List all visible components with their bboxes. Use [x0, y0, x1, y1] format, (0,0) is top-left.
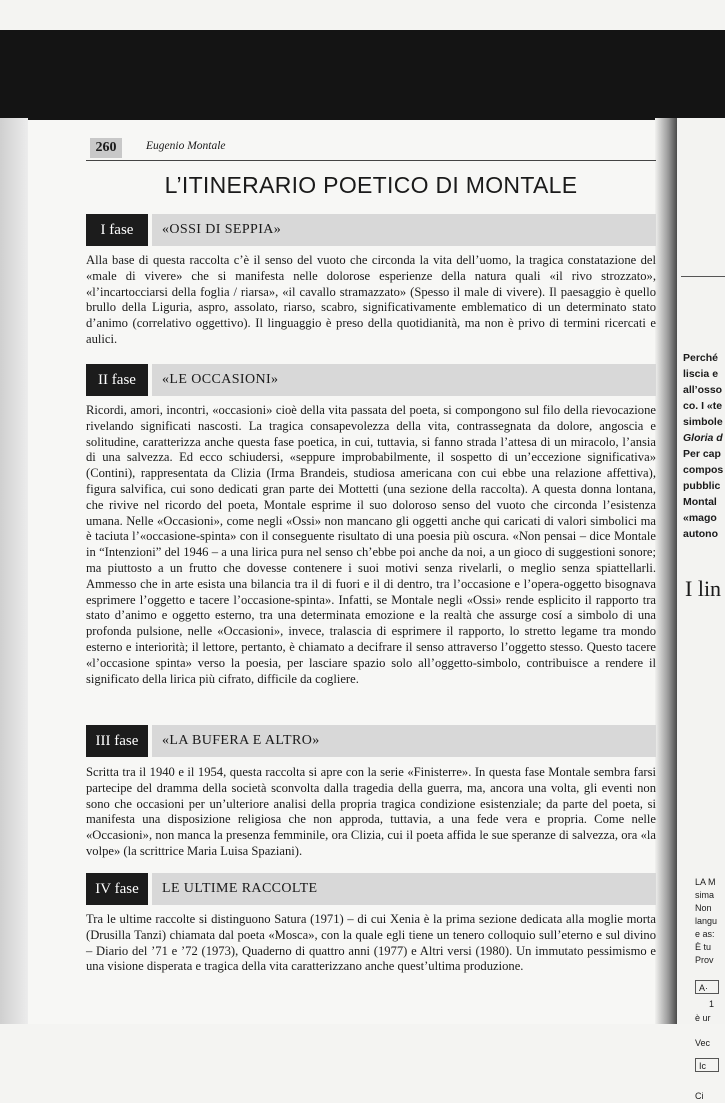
facing-small-line: è ur — [695, 1013, 711, 1023]
left-page-edge — [0, 118, 28, 1024]
section-header-2 — [86, 364, 656, 396]
facing-line: compos — [683, 464, 724, 476]
facing-small-line: Ci — [695, 1091, 704, 1101]
section-paragraph-2 — [86, 403, 656, 687]
facing-page — [677, 118, 725, 1101]
facing-line: simbole — [683, 416, 723, 428]
section-heading: «LA BUFERA E ALTRO» — [152, 725, 656, 757]
facing-line: pubblic — [683, 480, 721, 492]
facing-small-line: Prov — [695, 955, 714, 965]
facing-small-line: langu — [695, 916, 718, 926]
facing-heading: I lin — [685, 576, 722, 601]
phase-label: II fase — [86, 364, 148, 396]
facing-small-line: È tu — [695, 942, 712, 952]
phase-label: I fase — [86, 214, 148, 246]
section-paragraph-1 — [86, 253, 656, 348]
paragraph-text: Alla base di questa raccolta c’è il senso del vuoto che circonda la vita dell’uomo, la tragica constatazione del «male di vivere» che si manifesta nelle dolorose esperienze della natura quali «il rivo strozzato», «l’incartocciarsi della foglia / riarsa», «il cavallo stramazzato» (Spesso il male di vivere). Il paesaggio è quello brullo della Liguria, aspro, assolato, riarso, scabro, significativamente emblematico di un determinato stato d’animo (correlativo oggettivo). Il linguaggio è preso della quotidianità, ma non è privo di termini ricercati e aulici. — [86, 253, 656, 346]
section-paragraph-3 — [86, 765, 656, 860]
facing-line: autono — [683, 528, 718, 540]
book-gutter — [655, 118, 677, 1024]
section-heading: «OSSI DI SEPPIA» — [152, 214, 656, 246]
facing-line: Montal — [683, 496, 717, 508]
section-header-3 — [86, 725, 656, 757]
section-heading: LE ULTIME RACCOLTE — [152, 873, 656, 905]
dark-top-band — [0, 30, 725, 120]
page-number: 260 — [90, 138, 122, 158]
facing-line: Perché — [683, 352, 719, 364]
phase-label: IV fase — [86, 873, 148, 905]
facing-small-line: Vec — [695, 1038, 711, 1048]
section-header-1 — [86, 214, 656, 246]
section-header-4 — [86, 873, 656, 905]
facing-small-line: sima — [695, 890, 715, 900]
page-title: L’ITINERARIO POETICO DI MONTALE — [164, 172, 578, 198]
facing-line: co. I «te — [683, 400, 723, 412]
facing-small-line: e as: — [695, 929, 715, 939]
facing-box: Ic — [695, 1058, 719, 1072]
facing-header-rule — [681, 276, 725, 277]
facing-small-line: 1 — [709, 999, 715, 1009]
facing-line: Per cap — [683, 448, 721, 460]
facing-line: Gloria d — [683, 432, 723, 444]
facing-small-line: LA M — [695, 877, 716, 887]
facing-line: all’osso — [683, 384, 723, 396]
running-author: Eugenio Montale — [146, 140, 226, 152]
section-paragraph-4 — [86, 912, 656, 975]
paragraph-text: Scritta tra il 1940 e il 1954, questa raccolta si apre con la serie «Finisterre». In questa fase Montale sembra farsi partecipe del dramma della società sconvolta dalla tragedia della guerra, ma, ancora una volta, gli eventi non sono che occasioni per un’ulteriore analisi della propria tragica condizione esistenziale; da parte del poeta, si manifesta una disposizione religiosa che non approda, tuttavia, a una fede vera e propria. Come nelle «Occasioni», non manca la presenza femminile, ora Clizia, cui il poeta affida le sue speranze di salvezza, ora «la volpe» (la scrittrice Maria Luisa Spaziani). — [86, 765, 656, 858]
header-rule — [86, 160, 656, 161]
facing-line: «mago — [683, 512, 717, 524]
facing-small-line: Non — [695, 903, 712, 913]
phase-label: III fase — [86, 725, 148, 757]
facing-line: liscia e — [683, 368, 719, 380]
facing-box: A· — [695, 980, 719, 994]
paragraph-text: Ricordi, amori, incontri, «occasioni» cioè della vita passata del poeta, si compongono sul filo della rievocazione rivelando significati nascosti. La tragica consapevolezza della vita, contrassegnata da dolore, angoscia e solitudine, caratterizza anche questa fase poetica, in cui, tuttavia, si fanno strada l’attesa di un miracolo, l’ansia di una salvezza. Ed ecco schiudersi, «seppure improbabilmente, il sospetto di un’eccezione significativa» (Contini), rappresentata da Clizia (Irma Brandeis, studiosa americana con cui ebbe una relazione affettiva), figura salvifica, cui sono dedicati gran parte dei Mottetti (una sezione della raccolta). A questa donna lontana, che rivive nel ricordo del poeta, Montale esprime il suo doloroso senso del vuoto che circonda l’esistenza umana. Nelle «Occasioni», come negli «Ossi» non mancano gli oggetti anche qui caricati di valori simbolici ma è taciuta l’«occasione-spinta» con il conseguente risultato di una poesia più oscura. «Non pensai – dice Montale in “Intenzioni” del 1946 – a una lirica pura nel senso ch’ebbe poi anche da noi, a un gioco di suggestioni sonore; ma piuttosto a un frutto che dovesse contenere i suoi motivi senza rivelarli, o meglio senza spiattellarli. Ammesso che in arte esista una bilancia tra il di fuori e il di dentro, tra l’occasione e l’opera-oggetto bisognava esprimere l’oggetto e tacere l’occasione-spinta». Infatti, se Montale negli «Ossi» rende esplicito il rapporto tra stato d’animo e oggetto esterno, tra una determinata emozione e la realtà che assurge cosí a simbolo di una profonda pulsione, nelle «Occasioni», invece, tralascia di esprimere il rapporto, lo stretto legame tra mondo esterno e interiorità; il lettore, pertanto, è chiamato a decifrare il senso attraverso l’oggetto stesso. Questo tacere «l’occasione spinta» verso la poesia, per lasciare spazio solo all’oggetto-simbolo, contribuisce a rendere il significato della lirica più cifrato, difficile da cogliere. — [86, 403, 656, 686]
paragraph-text: Tra le ultime raccolte si distinguono Satura (1971) – di cui Xenia è la prima sezione dedicata alla moglie morta (Drusilla Tanzi) chiamata dal poeta «Mosca», con la quale egli tiene un tenero colloquio sull’eterno e sul divino – Diario del ’71 e ’72 (1973), Quaderno di quattro anni (1977) e Altri versi (1980). Un immutato pessimismo e una visione disperata e tragica della vita caratterizzano anche quest’ultima produzione. — [86, 912, 656, 974]
section-heading: «LE OCCASIONI» — [152, 364, 656, 396]
